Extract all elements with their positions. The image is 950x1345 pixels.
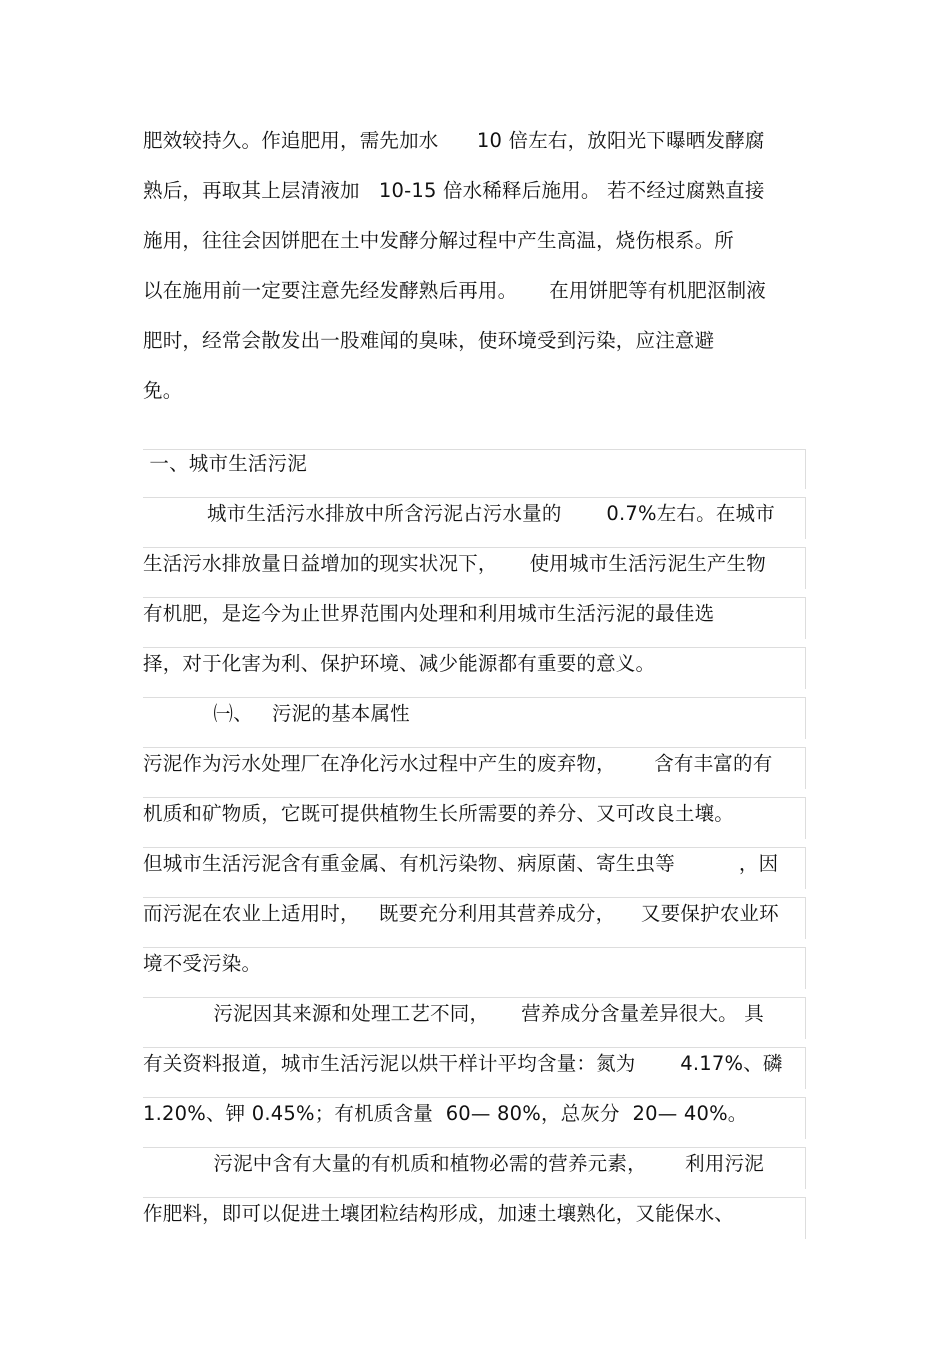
paragraph-line: 污泥因其来源和处理工艺不同， 营养成分含量差异很大。 具 [143,1002,764,1025]
paragraph-line: 有关资料报道，城市生活污泥以烘干样计平均含量：氮为 4.17%、磷 [143,1052,783,1075]
paragraph-line: 污泥作为污水处理厂在净化污水过程中产生的废弃物， 含有丰富的有 [143,752,773,775]
paragraph-line: 境不受污染。 [143,952,262,975]
paragraph-line: 城市生活污水排放中所含污泥占污水量的 0.7%左右。在城市 [143,502,775,525]
paragraph-line: 肥时，经常会散发出一股难闻的臭味，使环境受到污染，应注意避 [143,329,715,352]
subsection-heading: ㈠、 污泥的基本属性 [143,702,410,725]
paragraph-line: 熟后，再取其上层清液加 10-15 倍水稀释后施用。 若不经过腐熟直接 [143,179,765,202]
paragraph-line: 择，对于化害为利、保护环境、减少能源都有重要的意义。 [143,652,656,675]
paragraph-line: 施用，往往会因饼肥在土中发酵分解过程中产生高温，烧伤根系。所 [143,229,735,252]
paragraph-line: 以在施用前一定要注意先经发酵熟后再用。 在用饼肥等有机肥沤制液 [143,279,766,302]
paragraph-line: 机质和矿物质，它既可提供植物生长所需要的养分、又可改良土壤。 [143,802,735,825]
paragraph-line: 肥效较持久。作追肥用，需先加水 10 倍左右，放阳光下曝晒发酵腐 [143,129,765,152]
section-heading: 一、城市生活污泥 [143,452,307,475]
paragraph-line: 但城市生活污泥含有重金属、有机污染物、病原菌、寄生虫等 ，因 [143,852,779,875]
paragraph-line: 生活污水排放量日益增加的现实状况下， 使用城市生活污泥生产生物 [143,552,766,575]
paragraph-line: 而污泥在农业上适用时， 既要充分利用其营养成分， 又要保护农业环 [143,902,779,925]
paragraph-line: 作肥料，即可以促进土壤团粒结构形成，加速土壤熟化，又能保水、 [143,1202,735,1225]
paragraph-line: 有机肥，是迄今为止世界范围内处理和利用城市生活污泥的最佳选 [143,602,715,625]
paragraph-line: 1.20%、钾 0.45%；有机质含量 60— 80%，总灰分 20— 40%。 [143,1102,748,1125]
paragraph-line: 污泥中含有大量的有机质和植物必需的营养元素， 利用污泥 [143,1152,764,1175]
paragraph-line: 免。 [143,379,183,402]
